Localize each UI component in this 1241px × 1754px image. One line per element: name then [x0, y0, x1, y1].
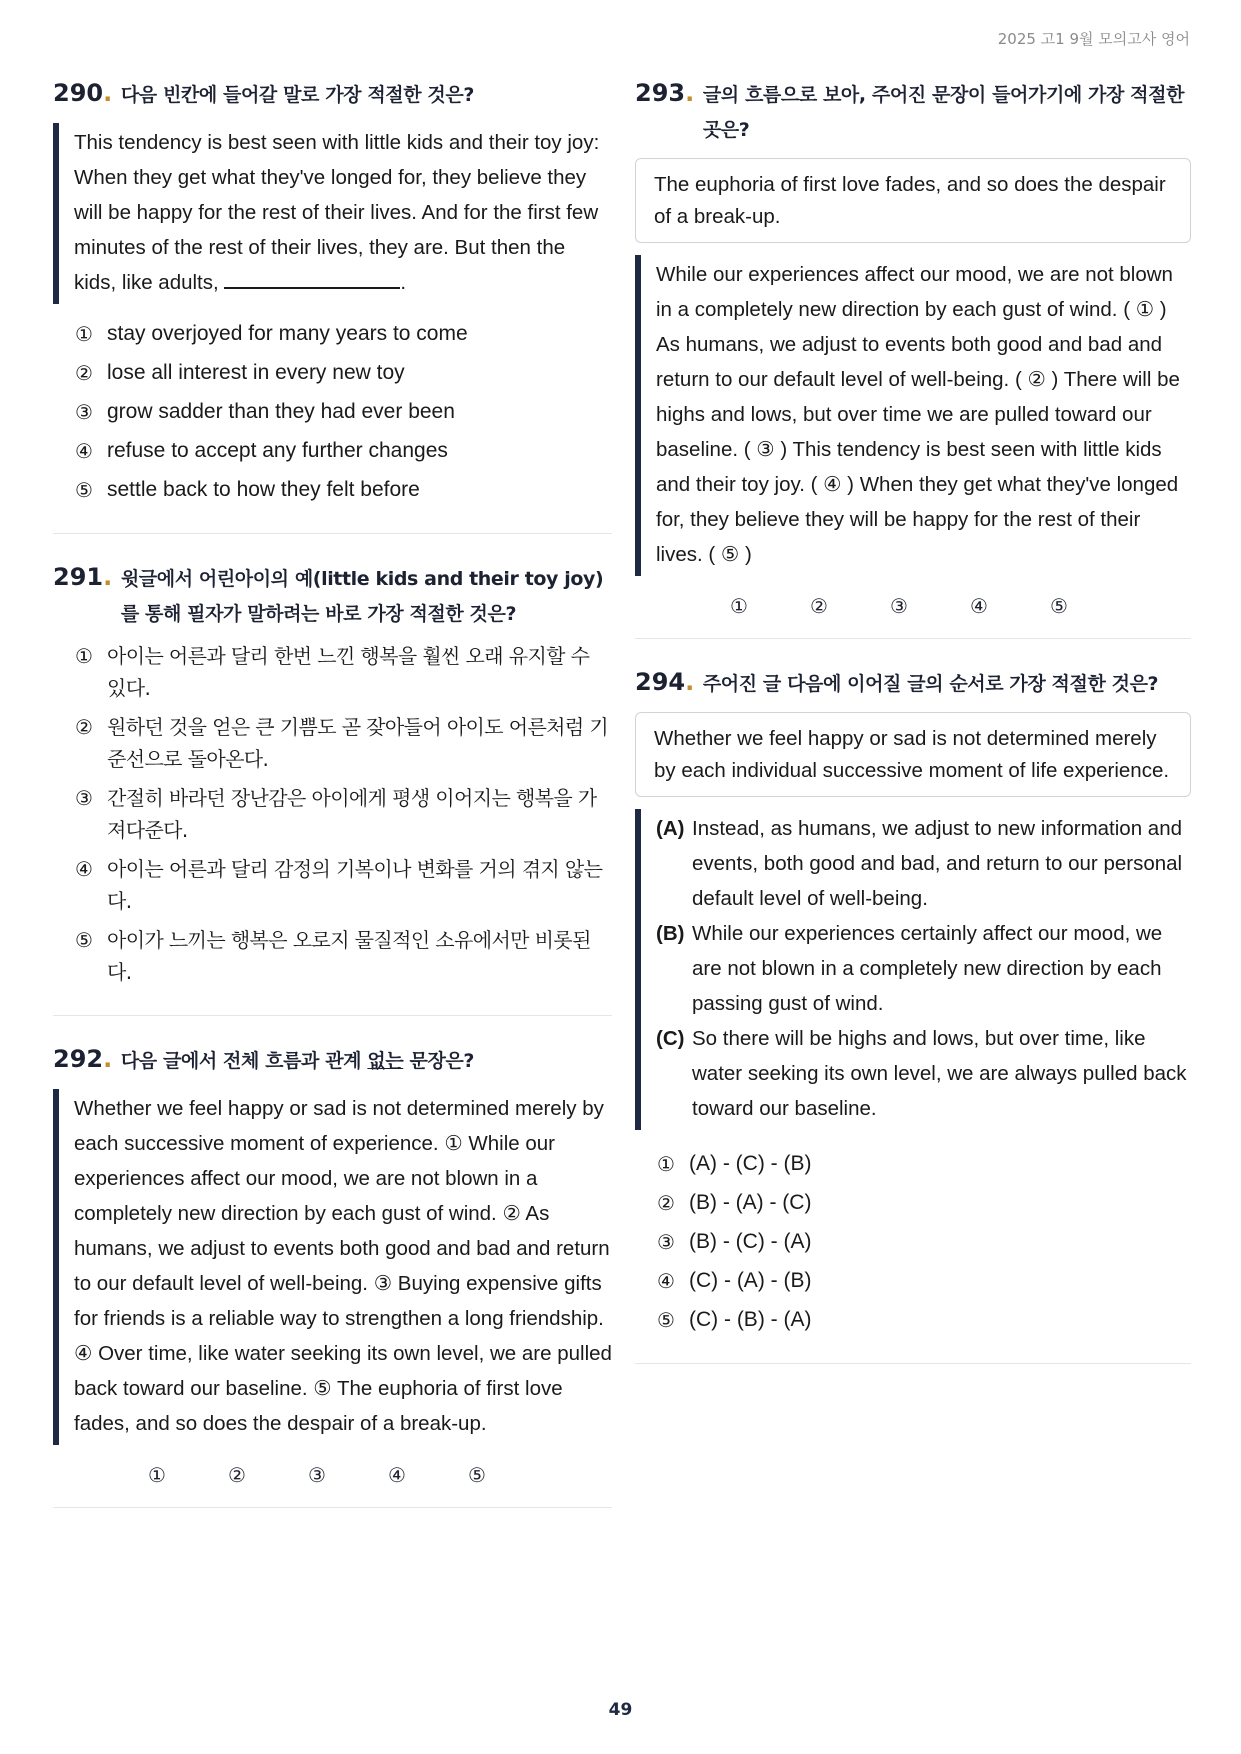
question-293	[635, 76, 1191, 639]
choice-1[interactable]	[657, 1148, 1191, 1180]
paragraph-a	[656, 811, 1191, 916]
passage	[53, 123, 612, 304]
answer-option-3[interactable]: ③	[308, 1463, 326, 1487]
choice-4[interactable]	[75, 435, 612, 467]
answer-option-3[interactable]: ③	[890, 594, 908, 618]
choice-text: grow sadder than they had ever been	[107, 400, 455, 423]
choice-text: (B) - (C) - (A)	[689, 1230, 812, 1253]
choice-text: settle back to how they felt before	[107, 478, 420, 501]
passage: While our experiences affect our mood, we are not blown in a completely new direction by each gust of wind. ( ① ) As humans, we adjust to events both good and bad and return to our default level of well-being. ( ② ) There will be highs and lows, but over time we are pulled toward our baseline. ( ③ ) This tendency is best seen with little kids and their toy joy. ( ④ ) When they get what they've longed for, they believe they will be happy for the rest of their lives. ( ⑤ )	[635, 255, 1191, 576]
choice-text: (C) - (B) - (A)	[689, 1308, 812, 1331]
choice-text: (B) - (A) - (C)	[689, 1191, 812, 1214]
choice-text: (C) - (A) - (B)	[689, 1269, 812, 1292]
choice-number: ①	[75, 644, 93, 668]
choice-5[interactable]	[657, 1304, 1191, 1336]
answer-blank	[224, 265, 400, 289]
question-290	[53, 76, 612, 534]
question-title	[53, 76, 612, 113]
ordered-paragraphs	[635, 809, 1191, 1130]
passage: Whether we feel happy or sad is not determined merely by each successive moment of experience. ① While our experiences affect our mood, we are not blown in a completely new direction by each gust of wind. ② As humans, we adjust to events both good and bad and return to our default level of well-being. ③ Buying expensive gifts for friends is a reliable way to strengthen a long friendship. ④ Over time, like water seeking its own level, we are pulled back toward our baseline. ⑤ The euphoria of first love fades, and so does the despair of a break-up.	[53, 1089, 612, 1445]
question-number: 293	[635, 79, 686, 107]
paragraph-c	[656, 1021, 1191, 1126]
choice-3[interactable]	[657, 1226, 1191, 1258]
question-number: 294	[635, 668, 686, 696]
choice-number: ③	[657, 1230, 675, 1254]
choice-3[interactable]	[75, 782, 612, 846]
choice-4[interactable]	[75, 853, 612, 917]
number-dot: .	[685, 79, 694, 107]
question-title	[53, 560, 612, 632]
choice-number: ①	[657, 1152, 675, 1176]
choice-text: 원하던 것을 얻은 큰 기쁨도 곧 잦아들어 아이도 어른처럼 기준선으로 돌아온다.	[107, 715, 609, 771]
choice-list	[53, 640, 612, 988]
exam-header: 2025 고1 9월 모의고사 영어	[997, 30, 1190, 48]
choice-2[interactable]	[75, 711, 612, 775]
answer-option-4[interactable]: ④	[388, 1463, 406, 1487]
question-292	[53, 1042, 612, 1508]
choice-text: stay overjoyed for many years to come	[107, 322, 468, 345]
question-title	[635, 76, 1191, 148]
choice-5[interactable]	[75, 924, 612, 988]
choice-2[interactable]	[657, 1187, 1191, 1219]
choice-3[interactable]	[75, 396, 612, 428]
choice-number: ④	[657, 1269, 675, 1293]
passage-end: .	[400, 271, 407, 294]
question-number: 292	[53, 1045, 104, 1073]
answer-options	[53, 1463, 612, 1487]
answer-option-1[interactable]: ①	[730, 594, 748, 618]
title-pre: 다음 글에서 전체 흐름과 관계	[120, 1050, 368, 1072]
right-column	[635, 76, 1191, 1390]
question-title	[53, 1042, 612, 1079]
question-291	[53, 560, 612, 1016]
left-column	[53, 76, 612, 1534]
paragraph-text: Instead, as humans, we adjust to new information and events, both good and bad, and return to our personal default level of well-being.	[692, 817, 1183, 910]
number-dot: .	[103, 563, 112, 591]
paragraph-text: While our experiences certainly affect our mood, we are not blown in a completely new direction by each passing gust of wind.	[692, 922, 1163, 1015]
choice-text: (A) - (C) - (B)	[689, 1152, 812, 1175]
choice-list	[635, 1148, 1191, 1336]
choice-1[interactable]	[75, 318, 612, 350]
answer-option-5[interactable]: ⑤	[468, 1463, 486, 1487]
choice-number: ④	[75, 857, 93, 881]
question-text	[121, 1044, 612, 1079]
choice-2[interactable]	[75, 357, 612, 389]
choice-5[interactable]	[75, 474, 612, 506]
question-text: 다음 빈칸에 들어갈 말로 가장 적절한 것은?	[120, 84, 474, 106]
number-dot: .	[685, 668, 694, 696]
paragraph-label: (A)	[656, 817, 685, 840]
paragraph-text: So there will be highs and lows, but over time, like water seeking its own level, we are always pulled back toward our baseline.	[692, 1027, 1187, 1120]
question-text: 글의 흐름으로 보아, 주어진 문장이 들어가기에 가장 적절한 곳은?	[702, 84, 1185, 141]
question-title	[635, 665, 1191, 702]
choice-text: 아이가 느끼는 행복은 오로지 물질적인 소유에서만 비롯된다.	[107, 928, 591, 984]
choice-number: ④	[75, 439, 93, 463]
choice-number: ⑤	[657, 1308, 675, 1332]
choice-number: ②	[657, 1191, 675, 1215]
page-number: 49	[608, 1700, 633, 1720]
choice-text: 아이는 어른과 달리 한번 느낀 행복을 훨씬 오래 유지할 수 있다.	[107, 644, 590, 700]
answer-option-2[interactable]: ②	[228, 1463, 246, 1487]
given-sentence-box: Whether we feel happy or sad is not determined merely by each individual successive moment of life experience.	[635, 712, 1191, 797]
question-294	[635, 665, 1191, 1364]
answer-option-4[interactable]: ④	[970, 594, 988, 618]
question-number: 290	[53, 79, 104, 107]
answer-option-2[interactable]: ②	[810, 594, 828, 618]
title-post: 문장은?	[403, 1050, 474, 1072]
choice-number: ⑤	[75, 478, 93, 502]
title-underlined: 없는	[367, 1050, 404, 1072]
choice-text: refuse to accept any further changes	[107, 439, 448, 462]
choice-text: 간절히 바라던 장난감은 아이에게 평생 이어지는 행복을 가져다준다.	[107, 786, 597, 842]
answer-option-1[interactable]: ①	[148, 1463, 166, 1487]
answer-options	[635, 594, 1191, 618]
choice-text: 아이는 어른과 달리 감정의 기복이나 변화를 거의 겪지 않는다.	[107, 857, 603, 913]
choice-number: ⑤	[75, 928, 93, 952]
choice-number: ③	[75, 786, 93, 810]
number-dot: .	[103, 1045, 112, 1073]
given-sentence-box: The euphoria of first love fades, and so does the despair of a break-up.	[635, 158, 1191, 243]
choice-number: ②	[75, 715, 93, 739]
question-text: 윗글에서 어린아이의 예(little kids and their toy joy)를 통해 필자가 말하려는 바로 가장 적절한 것은?	[120, 568, 604, 625]
passage-text: This tendency is best seen with little kids and their toy joy: When they get what they've longed for, they believe they will be happy for the rest of their lives. And for the first few minutes of the rest of their lives, they are. But then the kids, like adults,	[74, 131, 600, 294]
paragraph-b	[656, 916, 1191, 1021]
question-number: 291	[53, 563, 104, 591]
paragraph-label: (B)	[656, 922, 685, 945]
choice-number: ②	[75, 361, 93, 385]
choice-number: ①	[75, 322, 93, 346]
paragraph-label: (C)	[656, 1027, 685, 1050]
answer-option-5[interactable]: ⑤	[1050, 594, 1068, 618]
choice-number: ③	[75, 400, 93, 424]
choice-1[interactable]	[75, 640, 612, 704]
choice-4[interactable]	[657, 1265, 1191, 1297]
question-text: 주어진 글 다음에 이어질 글의 순서로 가장 적절한 것은?	[702, 673, 1159, 695]
choice-list	[53, 318, 612, 506]
choice-text: lose all interest in every new toy	[107, 361, 405, 384]
number-dot: .	[103, 79, 112, 107]
